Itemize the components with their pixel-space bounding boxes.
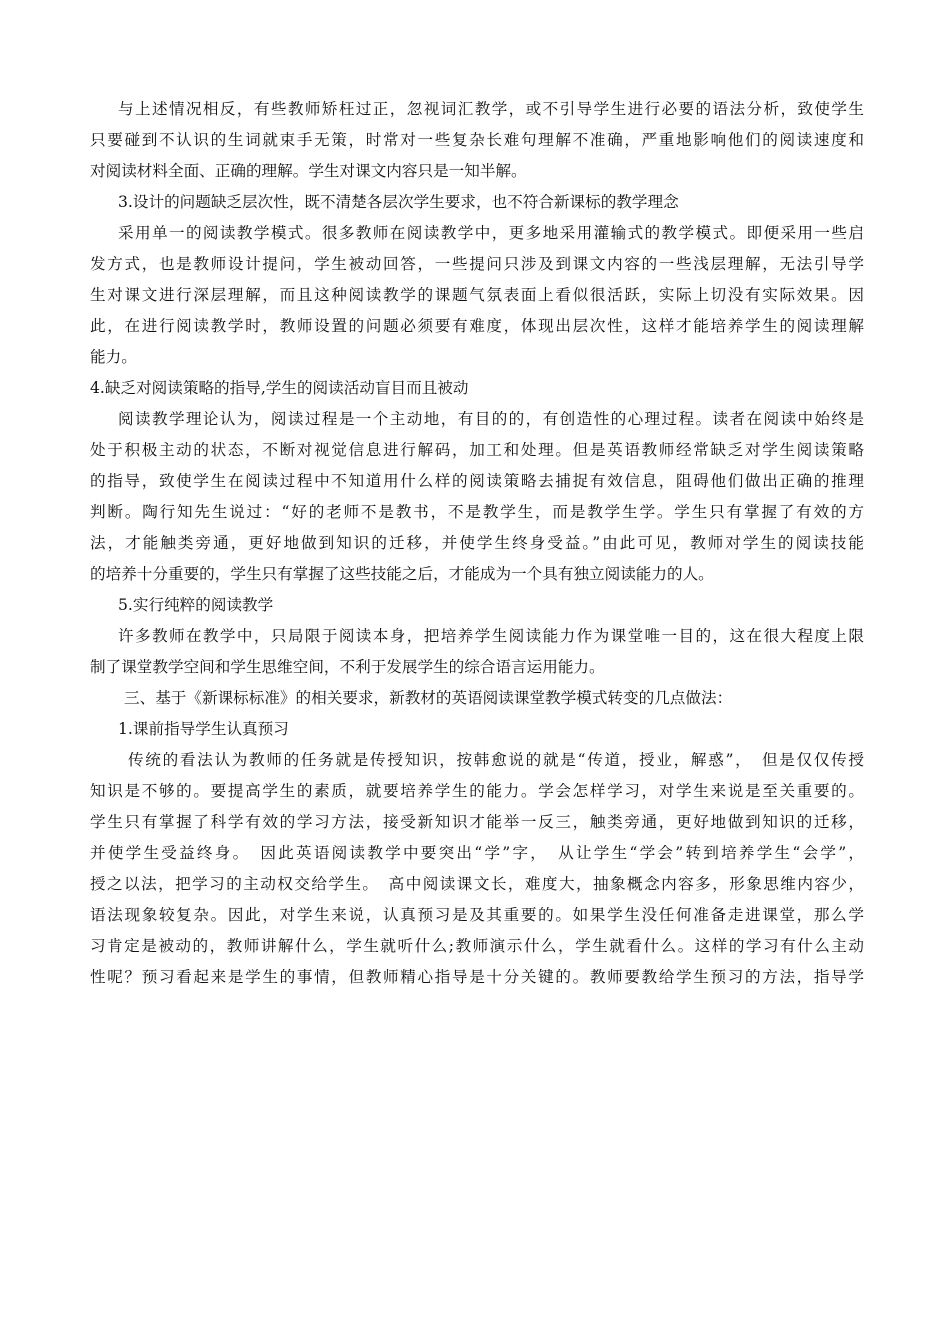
section-heading-3: 3.设计的问题缺乏层次性，既不清楚各层次学生要求，也不符合新课标的教学理念	[118, 193, 679, 211]
paragraph-line: 传统的看法认为教师的任务就是传授知识，按韩愈说的就是“传道，授业，解惑”， 但是仅仅传授	[128, 751, 864, 769]
paragraph-line: 法，才能触类旁通，更好地做到知识的迁移，并使学生终身受益。”由此可见，教师对学生的阅读技能	[90, 534, 864, 552]
paragraph-line: 能力。	[90, 348, 137, 366]
paragraph-line: 阅读教学理论认为，阅读过程是一个主动地，有目的的，有创造性的心理过程。读者在阅读中始终是	[118, 410, 864, 428]
paragraph-line: 制了课堂教学空间和学生思维空间，不利于发展学生的综合语言运用能力。	[90, 658, 605, 676]
paragraph-line: 处于积极主动的状态，不断对视觉信息进行解码，加工和处理。但是英语教师经常缺乏对学生阅读策略	[90, 441, 864, 459]
paragraph-line: 的指导，致使学生在阅读过程中不知道用什么样的阅读策略去捕捉有效信息，阻碍他们做出正确的推理	[90, 472, 864, 490]
paragraph-line: 知识是不够的。要提高学生的素质，就要培养学生的能力。学会怎样学习，对学生来说是至关重要的。	[90, 782, 864, 800]
paragraph-line: 此，在进行阅读教学时，教师设置的问题必须要有难度，体现出层次性，这样才能培养学生的阅读理解	[90, 317, 864, 335]
section-heading-three: 三、基于《新课标标准》的相关要求，新教材的英语阅读课堂教学模式转变的几点做法：	[124, 689, 733, 707]
paragraph-line: 学生只有掌握了科学有效的学习方法，接受新知识才能举一反三，触类旁通，更好地做到知识的迁移，	[90, 813, 864, 831]
paragraph-line: 判断。陶行知先生说过：“好的老师不是教书，不是教学生，而是教学生学。学生只有掌握了有效的方	[90, 503, 864, 521]
paragraph-line: 授之以法，把学习的主动权交给学生。 高中阅读课文长，难度大，抽象概念内容多，形象思维内容少，	[90, 875, 864, 893]
paragraph-line: 对阅读材料全面、正确的理解。学生对课文内容只是一知半解。	[90, 162, 527, 180]
section-heading-1: 1.课前指导学生认真预习	[118, 720, 289, 738]
paragraph-line: 许多教师在教学中，只局限于阅读本身，把培养学生阅读能力作为课堂唯一目的，这在很大程度上限	[118, 627, 864, 645]
paragraph-line: 与上述情况相反，有些教师矫枉过正，忽视词汇教学，或不引导学生进行必要的语法分析，致使学生	[118, 100, 864, 118]
paragraph-line: 生对课文进行深层理解，而且这种阅读教学的课题气氛表面上看似很活跃，实际上切没有实际效果。因	[90, 286, 864, 304]
paragraph-line: 语法现象较复杂。因此，对学生来说，认真预习是及其重要的。如果学生没任何准备走进课堂，那么学	[90, 906, 864, 924]
paragraph-line: 习肯定是被动的，教师讲解什么，学生就听什么;教师演示什么，学生就看什么。这样的学习有什么主动	[90, 937, 864, 955]
paragraph-line: 并使学生受益终身。 因此英语阅读教学中要突出“学”字， 从让学生“学会”转到培养学生“会学”，	[90, 844, 864, 862]
paragraph-line: 的培养十分重要的，学生只有掌握了这些技能之后，才能成为一个具有独立阅读能力的人。	[90, 565, 714, 583]
paragraph-line: 性呢？预习看起来是学生的事情，但教师精心指导是十分关键的。教师要教给学生预习的方法，指导学	[90, 968, 864, 986]
paragraph-line: 采用单一的阅读教学模式。很多教师在阅读教学中，更多地采用灌输式的教学模式。即便采用一些启	[118, 224, 864, 242]
section-heading-4: 4.缺乏对阅读策略的指导,学生的阅读活动盲目而且被动	[90, 379, 469, 397]
paragraph-line: 发方式，也是教师设计提问，学生被动回答，一些提问只涉及到课文内容的一些浅层理解，无法引导学	[90, 255, 864, 273]
paragraph-line: 只要碰到不认识的生词就束手无策，时常对一些复杂长难句理解不准确，严重地影响他们的阅读速度和	[90, 131, 864, 149]
section-heading-5: 5.实行纯粹的阅读教学	[118, 596, 274, 614]
